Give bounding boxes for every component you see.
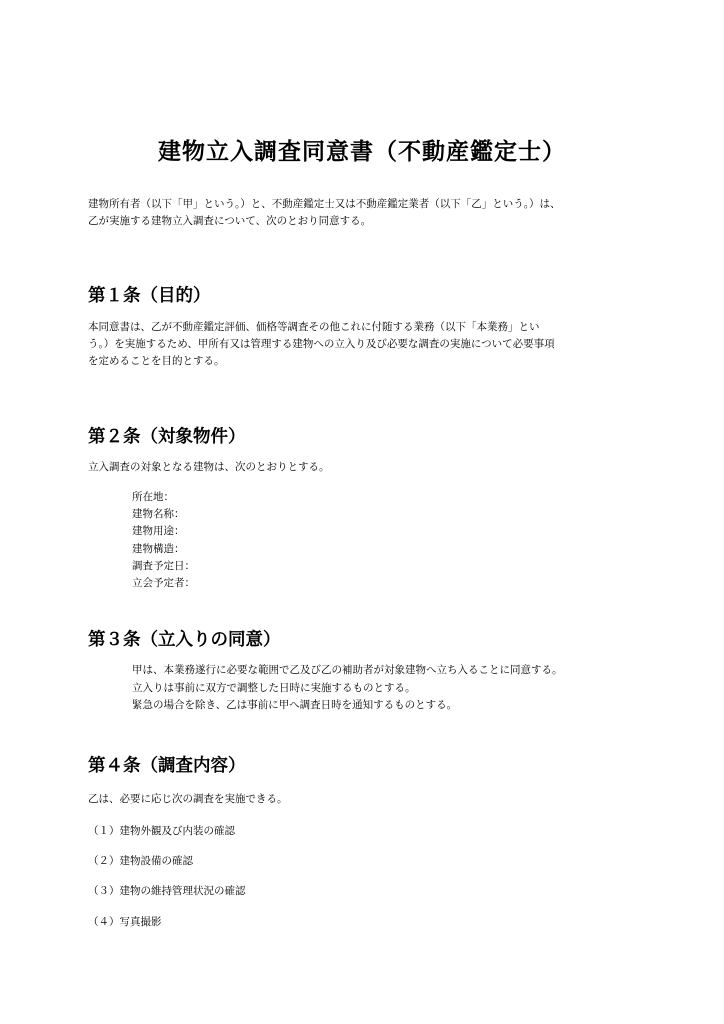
article-3-items — [132, 662, 563, 715]
survey-item: （１）建物外観及び内装の確認 — [88, 825, 235, 837]
survey-item: （３）建物の維持管理状況の確認 — [88, 885, 246, 897]
article-3-item: 甲は、本業務遂行に必要な範囲で乙及び乙の補助者が対象建物へ立ち入ることに同意する。 — [132, 664, 563, 676]
article-1-heading: 第１条（目的） — [88, 286, 211, 306]
intro-line: 建物所有者（以下「甲」という。）と、不動産鑑定士又は不動産鑑定業者（以下「乙」という。）は、 — [88, 198, 561, 210]
field-building-structure-label: 建物構造： — [132, 542, 185, 555]
article-1-body — [88, 319, 648, 370]
article-3-item: 緊急の場合を除き、乙は事前に甲へ調査日時を通知するものとする。 — [132, 699, 458, 711]
article-4-body — [88, 791, 648, 808]
article-4-heading: 第４条（調査内容） — [88, 756, 246, 776]
article-1-line: を定めることを目的とする。 — [88, 355, 225, 367]
survey-item: （２）建物設備の確認 — [88, 855, 193, 867]
article-1-line: う。）を実施するため、甲所有又は管理する建物への立入り及び必要な調査の実施について必要事項 — [88, 338, 555, 350]
article-4-line: 乙は、必要に応じ次の調査を実施できる。 — [88, 793, 288, 805]
field-survey-date-label: 調査予定日： — [132, 559, 195, 572]
document-title: 建物立入調査同意書（不動産鑑定士） — [158, 139, 566, 166]
article-3-heading: 第３条（立入りの同意） — [88, 630, 281, 650]
field-building-use-label: 建物用途： — [132, 525, 185, 538]
article-1-line: 本同意書は、乙が不動産鑑定評価、価格等調査その他これに付随する業務（以下「本業務」とい — [88, 321, 540, 333]
field-address-label: 所在地： — [132, 491, 174, 503]
article-2-body — [88, 459, 648, 476]
intro-paragraph — [88, 196, 648, 230]
article-3-item: 立入りは事前に双方で調整した日時に実施するものとする。 — [132, 681, 416, 694]
article-2-line: 立入調査の対象となる建物は、次のとおりとする。 — [88, 461, 330, 473]
field-building-name-label: 建物名称： — [132, 508, 185, 521]
property-fields-list — [132, 489, 195, 592]
article-2-heading: 第２条（対象物件） — [88, 427, 246, 447]
survey-item: （４）写真撮影 — [88, 916, 162, 928]
intro-line: 乙が実施する建物立入調査について、次のとおり同意する。 — [88, 215, 372, 227]
field-attendee-label: 立会予定者： — [132, 577, 195, 590]
